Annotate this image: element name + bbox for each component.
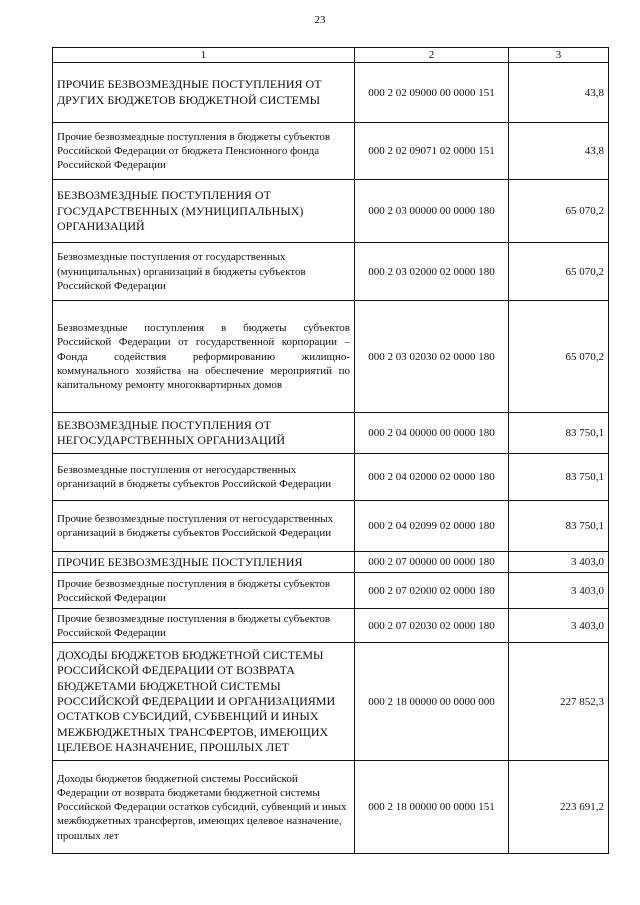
row-amount: 43,8 <box>509 63 609 123</box>
table-row <box>53 413 609 454</box>
table-row <box>53 123 609 180</box>
table-row <box>53 643 609 761</box>
row-code: 000 2 02 09071 02 0000 151 <box>355 123 509 180</box>
row-amount: 65 070,2 <box>509 180 609 243</box>
page-number: 23 <box>314 14 326 26</box>
table-row <box>53 180 609 243</box>
row-name: ПРОЧИЕ БЕЗВОЗМЕЗДНЫЕ ПОСТУПЛЕНИЯ <box>53 552 355 573</box>
table-row <box>53 501 609 552</box>
column-number-1: 1 <box>53 48 355 63</box>
table-row <box>53 301 609 413</box>
column-number-row <box>53 48 609 63</box>
table-row <box>53 243 609 301</box>
row-amount: 3 403,0 <box>509 573 609 609</box>
row-code: 000 2 07 00000 00 0000 180 <box>355 552 509 573</box>
row-code: 000 2 04 02099 02 0000 180 <box>355 501 509 552</box>
row-code: 000 2 02 09000 00 0000 151 <box>355 63 509 123</box>
row-amount: 3 403,0 <box>509 609 609 643</box>
row-amount: 65 070,2 <box>509 301 609 413</box>
table-row <box>53 761 609 854</box>
table-row <box>53 552 609 573</box>
row-name: ДОХОДЫ БЮДЖЕТОВ БЮДЖЕТНОЙ СИСТЕМЫ РОССИЙСКОЙ ФЕДЕРАЦИИ ОТ ВОЗВРАТА БЮДЖЕТАМИ БЮДЖЕТНОЙ СИСТЕМЫ РОССИЙСКОЙ ФЕДЕРАЦИИ И ОРГАНИЗАЦИЯМИ ОСТАТКОВ СУБСИДИЙ, СУБВЕНЦИЙ И ИНЫХ МЕЖБЮДЖЕТНЫХ ТРАНСФЕРТОВ, ИМЕЮЩИХ ЦЕЛЕВОЕ НАЗНАЧЕНИЕ, ПРОШЛЫХ ЛЕТ <box>53 643 355 761</box>
row-name: БЕЗВОЗМЕЗДНЫЕ ПОСТУПЛЕНИЯ ОТ ГОСУДАРСТВЕННЫХ (МУНИЦИПАЛЬНЫХ) ОРГАНИЗАЦИЙ <box>53 180 355 243</box>
table-row <box>53 609 609 643</box>
row-amount: 83 750,1 <box>509 501 609 552</box>
row-code: 000 2 18 00000 00 0000 151 <box>355 761 509 854</box>
table-row <box>53 454 609 501</box>
row-amount: 65 070,2 <box>509 243 609 301</box>
row-name: Безвозмездные поступления в бюджеты субъектов Российской Федерации от государственной корпорации – Фонда содействия реформированию жилищно-коммунального хозяйства на обеспечение мероприятий по капитальному ремонту многоквартирных домов <box>53 301 355 413</box>
row-code: 000 2 03 02030 02 0000 180 <box>355 301 509 413</box>
row-code: 000 2 07 02030 02 0000 180 <box>355 609 509 643</box>
column-number-3: 3 <box>509 48 609 63</box>
row-code: 000 2 04 02000 02 0000 180 <box>355 454 509 501</box>
row-name: Прочие безвозмездные поступления в бюджеты субъектов Российской Федерации <box>53 573 355 609</box>
column-number-2: 2 <box>355 48 509 63</box>
row-name: ПРОЧИЕ БЕЗВОЗМЕЗДНЫЕ ПОСТУПЛЕНИЯ ОТ ДРУГИХ БЮДЖЕТОВ БЮДЖЕТНОЙ СИСТЕМЫ <box>53 63 355 123</box>
row-amount: 223 691,2 <box>509 761 609 854</box>
row-amount: 43,8 <box>509 123 609 180</box>
row-code: 000 2 04 00000 00 0000 180 <box>355 413 509 454</box>
row-name: Прочие безвозмездные поступления от негосударственных организаций в бюджеты субъектов Российской Федерации <box>53 501 355 552</box>
row-name: Безвозмездные поступления от государственных (муниципальных) организаций в бюджеты субъектов Российской Федерации <box>53 243 355 301</box>
row-code: 000 2 18 00000 00 0000 000 <box>355 643 509 761</box>
row-name: Прочие безвозмездные поступления в бюджеты субъектов Российской Федерации <box>53 609 355 643</box>
budget-revenue-table <box>52 47 609 854</box>
row-name: Доходы бюджетов бюджетной системы Российской Федерации от возврата бюджетами бюджетной системы Российской Федерации остатков субсидий, субвенций и иных межбюджетных трансфертов, имеющих целевое назначение, прошлых лет <box>53 761 355 854</box>
row-code: 000 2 03 02000 02 0000 180 <box>355 243 509 301</box>
row-code: 000 2 07 02000 02 0000 180 <box>355 573 509 609</box>
row-name: БЕЗВОЗМЕЗДНЫЕ ПОСТУПЛЕНИЯ ОТ НЕГОСУДАРСТВЕННЫХ ОРГАНИЗАЦИЙ <box>53 413 355 454</box>
row-code: 000 2 03 00000 00 0000 180 <box>355 180 509 243</box>
table-row <box>53 63 609 123</box>
row-name: Безвозмездные поступления от негосударственных организаций в бюджеты субъектов Российской Федерации <box>53 454 355 501</box>
table-row <box>53 573 609 609</box>
row-amount: 227 852,3 <box>509 643 609 761</box>
row-name: Прочие безвозмездные поступления в бюджеты субъектов Российской Федерации от бюджета Пенсионного фонда Российской Федерации <box>53 123 355 180</box>
row-amount: 83 750,1 <box>509 413 609 454</box>
row-amount: 83 750,1 <box>509 454 609 501</box>
row-amount: 3 403,0 <box>509 552 609 573</box>
